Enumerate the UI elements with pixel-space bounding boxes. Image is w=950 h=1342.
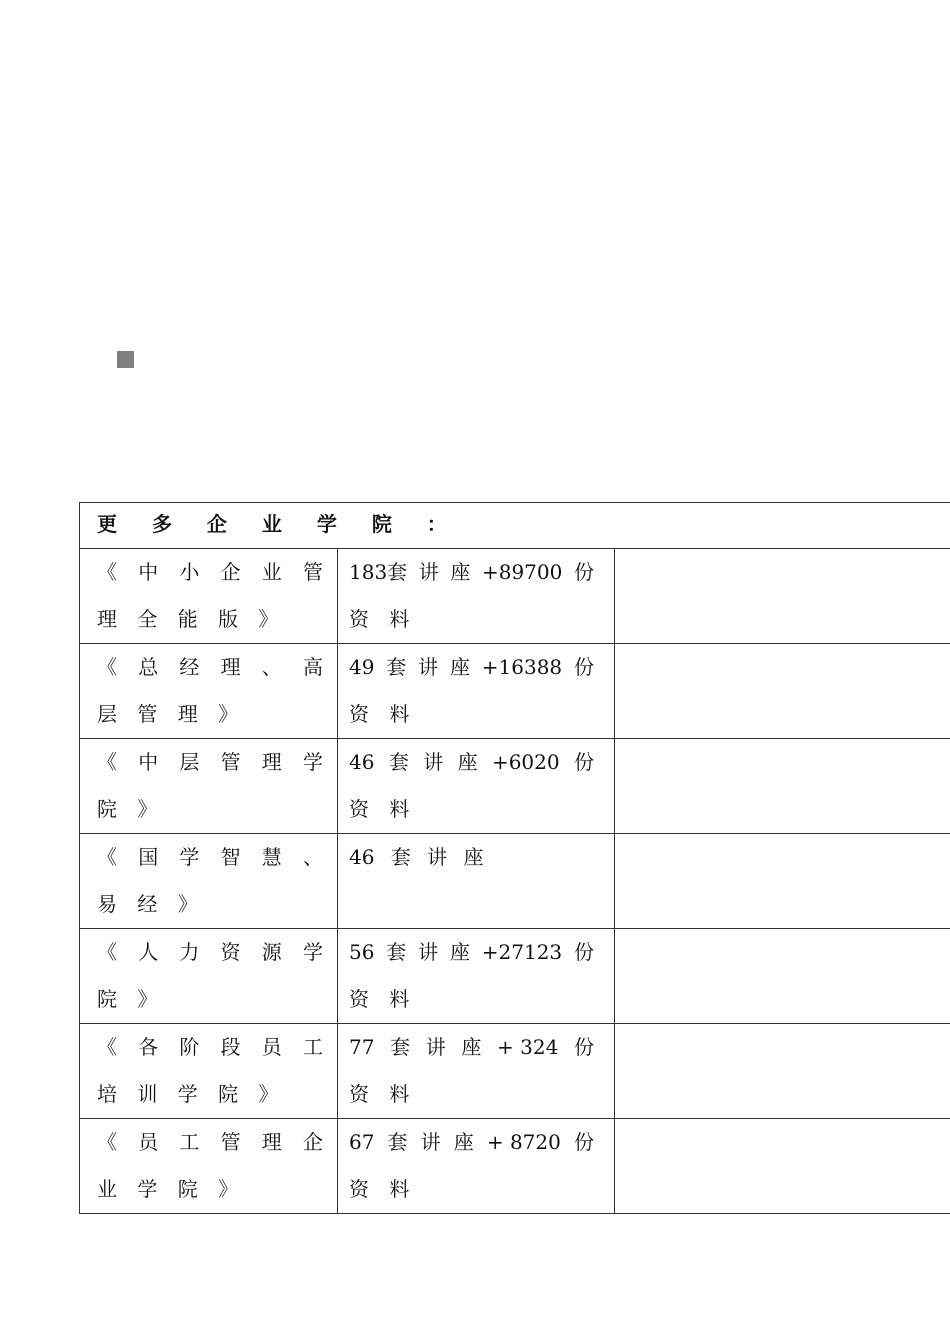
academy-quantity-cell: 77 套 讲 座 + 324 份 资 料 xyxy=(338,1024,615,1119)
academy-name-cell: 《 中 小 企 业 管 理 全 能 版 》 xyxy=(80,549,338,644)
table-row xyxy=(80,834,950,929)
table-row xyxy=(80,739,950,834)
table-row xyxy=(80,549,950,644)
academy-quantity-cell: 49 套 讲 座 +16388 份 资 料 xyxy=(338,644,615,739)
academy-name-cell: 《 员 工 管 理 企 业 学 院 》 xyxy=(80,1119,338,1214)
table-row xyxy=(80,1024,950,1119)
table-row xyxy=(80,1119,950,1214)
academy-name-cell: 《 总 经 理 、 高 层 管 理 》 xyxy=(80,644,338,739)
academy-quantity-cell: 183套 讲 座 +89700 份 资 料 xyxy=(338,549,615,644)
square-bullet-icon xyxy=(117,351,134,368)
empty-cell xyxy=(615,1024,950,1119)
academy-name-cell: 《 各 阶 段 员 工 培 训 学 院 》 xyxy=(80,1024,338,1119)
academy-quantity-cell: 46 套 讲 座 +6020 份 资 料 xyxy=(338,739,615,834)
academy-quantity-cell: 56 套 讲 座 +27123 份 资 料 xyxy=(338,929,615,1024)
empty-cell xyxy=(615,929,950,1024)
academy-name-cell: 《 国 学 智 慧 、 易 经 》 xyxy=(80,834,338,929)
table-row xyxy=(80,929,950,1024)
empty-cell xyxy=(615,739,950,834)
empty-cell xyxy=(615,644,950,739)
table-row xyxy=(80,644,950,739)
academy-name-cell: 《 人 力 资 源 学 院 》 xyxy=(80,929,338,1024)
empty-cell xyxy=(615,834,950,929)
academy-quantity-cell: 67 套 讲 座 + 8720 份 资 料 xyxy=(338,1119,615,1214)
empty-cell xyxy=(615,549,950,644)
table-title: 更 多 企 业 学 院 ： xyxy=(97,512,461,536)
table-header-row xyxy=(80,503,950,549)
academy-quantity-cell: 46 套 讲 座 xyxy=(338,834,615,929)
academy-table xyxy=(79,502,950,1214)
academy-name-cell: 《 中 层 管 理 学 院 》 xyxy=(80,739,338,834)
empty-cell xyxy=(615,1119,950,1214)
